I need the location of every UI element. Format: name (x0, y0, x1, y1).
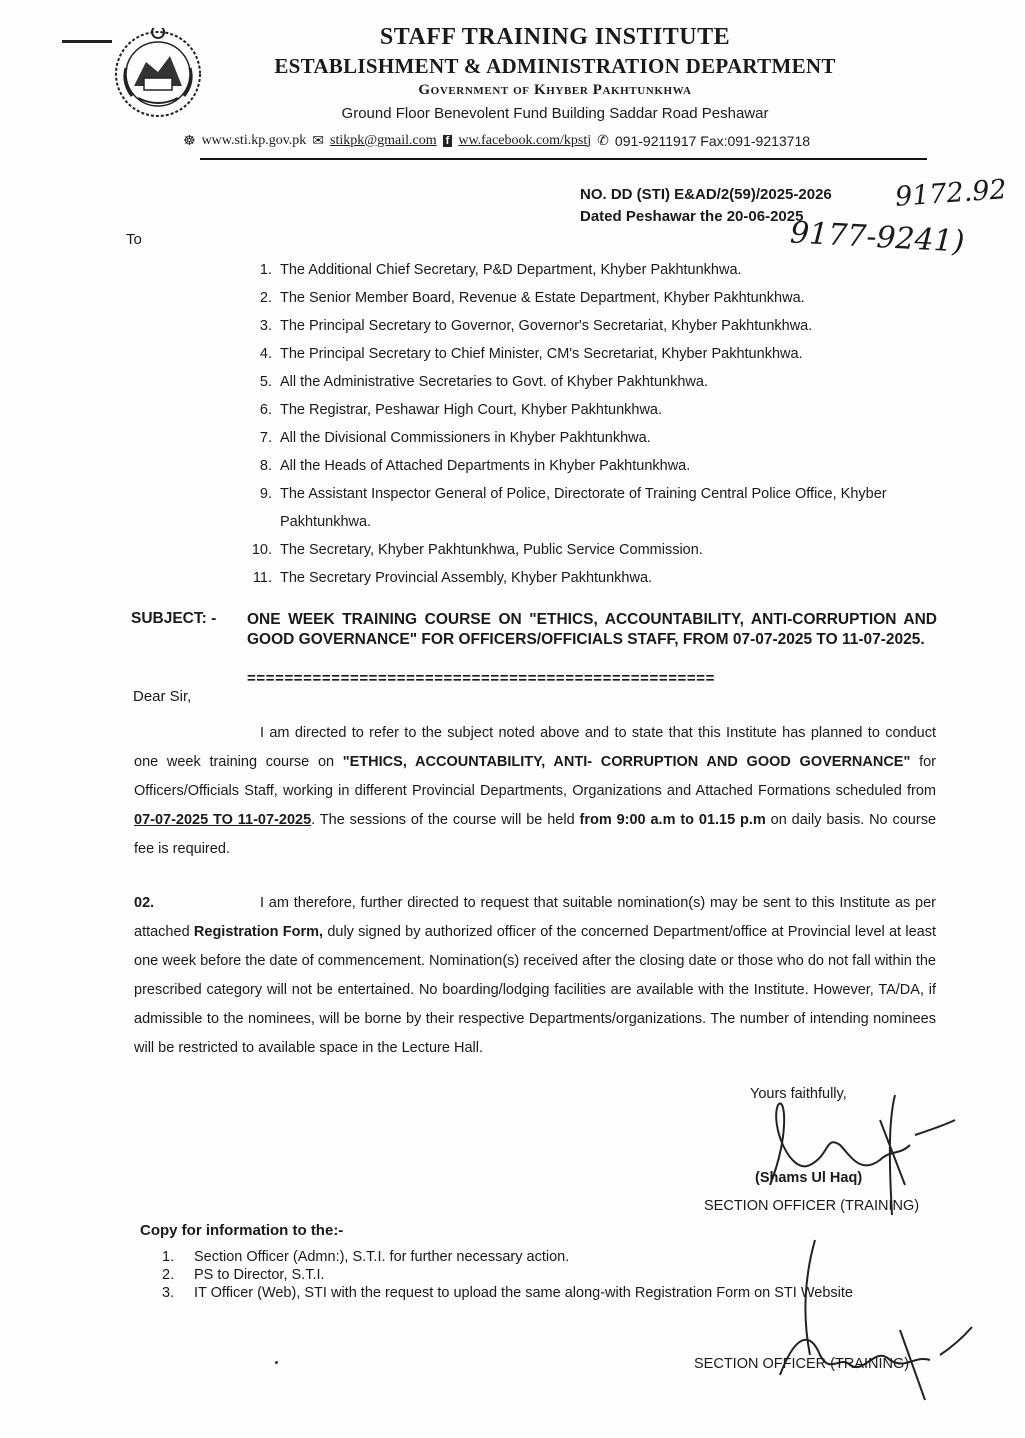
closing: Yours faithfully, (750, 1086, 847, 1102)
paragraph-1: I am directed to refer to the subject noted above and to state that this Institute has planned to conduct one week training course on "ETHICS, ACCOUNTABILITY, ANTI- CORRUPTION AND GOOD GOVERNANCE" for Officers/Officials Staff, working in different Provincial Departments, Organizations and Attached Formations scheduled from 07-07-2025 TO 11-07-2025. The sessions of the course will be held from 9:00 a.m to 01.15 p.m on daily basis. No course fee is required. (134, 725, 937, 857)
copy-label: Copy for information to the:- (140, 1222, 344, 1239)
paragraph-2: 02. I am therefore, further directed to request that suitable nomination(s) may be sent to this Institute as per attached Registration Form, duly signed by authorized officer of the concerned Department/office at Provincial level at least one week before the date of commencement. Nomination(s) received after the closing date or those who do not fall within the prescribed category will not be entertained. No boarding/lodging facilities are available with the Institute. However, TA/DA, if admissible to the nominees, will be borne by their respective Departments/organizations. The number of intending nominees will be restricted to available space in the Lecture Hall. (134, 895, 936, 1056)
institute-name: STAFF TRAINING INSTITUTE (379, 24, 731, 50)
list-item: 8. All the Heads of Attached Departments in Khyber Pakhtunkhwa. (259, 458, 691, 474)
margin-mark (62, 40, 112, 43)
list-item: 4. The Principal Secretary to Chief Minister, CM's Secretariat, Khyber Pakhtunkhwa. (259, 346, 803, 362)
list-item: 2. The Senior Member Board, Revenue & Estate Department, Khyber Pakhtunkhwa. (259, 290, 805, 306)
list-item: 11. The Secretary Provincial Assembly, Khyber Pakhtunkhwa. (252, 570, 653, 586)
to-label: To (126, 231, 142, 248)
signature-mark-2 (740, 1235, 980, 1415)
globe-icon: ☸ (183, 132, 196, 148)
email-link[interactable]: stikpk@gmail.com (330, 132, 437, 148)
government-emblem-icon (112, 28, 204, 120)
list-item: 10. The Secretary, Khyber Pakhtunkhwa, Public Service Commission. (251, 542, 703, 558)
contact-line (183, 132, 810, 149)
list-item: 5. All the Administrative Secretaries to Govt. of Khyber Pakhtunkhwa. (259, 374, 708, 390)
subject-label: SUBJECT: - (131, 610, 217, 627)
list-item: 9. The Assistant Inspector General of Police, Directorate of Training Central Police Office, Khyber Pakhtunkhwa. (259, 486, 887, 530)
copy-signatory-designation: SECTION OFFICER (TRAINING) (694, 1356, 910, 1372)
signatory-designation: SECTION OFFICER (TRAINING) (704, 1198, 920, 1214)
signatory-name: (Shams Ul Haq) (755, 1170, 863, 1186)
phone-icon: ✆ (597, 132, 609, 148)
handwritten-range: 9177-9241) (789, 215, 966, 260)
department-name: ESTABLISHMENT & ADMINISTRATION DEPARTMENT (274, 54, 836, 78)
facebook-link[interactable]: ww.facebook.com/kpstj (458, 132, 592, 148)
government-name: Government of Khyber Pakhtunkhwa (418, 82, 692, 98)
stray-dot (275, 1361, 278, 1364)
handwritten-diary-number: 9172.92 (894, 174, 1008, 213)
list-item: 1. The Additional Chief Secretary, P&D Department, Khyber Pakhtunkhwa. (259, 262, 742, 278)
phone-fax: 091-9211917 Fax:091-9213718 (614, 132, 811, 149)
list-item: 3. IT Officer (Web), STI with the request to upload the same along-with Registration Form on STI Website (162, 1285, 853, 1301)
website-link[interactable]: www.sti.kp.gov.pk (201, 132, 307, 148)
reference-number: NO. DD (STI) E&AD/2(59)/2025-2026 (580, 186, 832, 203)
list-item: 7. All the Divisional Commissioners in Khyber Pakhtunkhwa. (259, 430, 651, 446)
recipient-list (248, 256, 948, 592)
facebook-icon: f (443, 135, 453, 147)
letterhead-divider (200, 158, 927, 160)
list-item: 1. Section Officer (Admn:), S.T.I. for further necessary action. (162, 1249, 570, 1265)
office-address: Ground Floor Benevolent Fund Building Saddar Road Peshawar (341, 105, 769, 122)
mail-icon: ✉ (312, 132, 325, 148)
subject-text: ONE WEEK TRAINING COURSE ON "ETHICS, ACCOUNTABILITY, ANTI-CORRUPTION AND GOOD GOVERNANCE" FOR OFFICERS/OFFICIALS STAFF, FROM 07-07-2025 TO 11-07-2025. (247, 611, 937, 648)
subject-underline: ================================================== (247, 670, 715, 687)
salutation: Dear Sir, (133, 688, 192, 705)
list-item: 2. PS to Director, S.T.I. (162, 1267, 325, 1283)
list-item: 3. The Principal Secretary to Governor, Governor's Secretariat, Khyber Pakhtunkhwa. (259, 318, 813, 334)
date-line: Dated Peshawar the 20-06-2025 (580, 208, 804, 225)
list-item: 6. The Registrar, Peshawar High Court, Khyber Pakhtunkhwa. (259, 402, 663, 418)
